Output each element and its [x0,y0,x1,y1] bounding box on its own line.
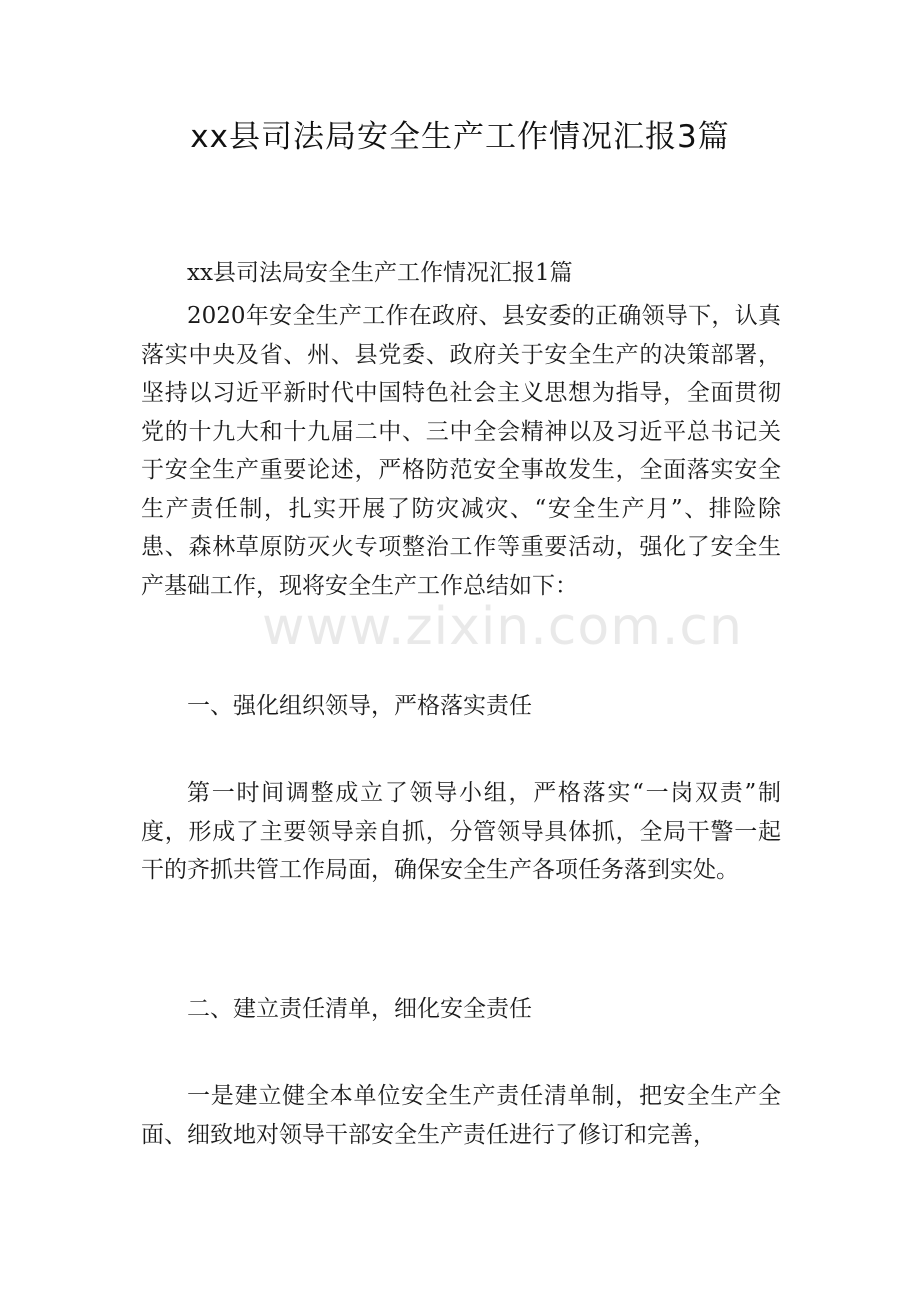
intro-paragraph: 2020年安全生产工作在政府、县安委的正确领导下，认真落实中央及省、州、县党委、政府关于安全生产的决策部署，坚持以习近平新时代中国特色社会主义思想为指导，全面贯彻党的十九大和十九届二中、三中全会精神以及习近平总书记关于安全生产重要论述，严格防范安全事故发生，全面落实安全生产责任制，扎实开展了防灾减灾、“安全生产月”、排险除患、森林草原防灭火专项整治工作等重要活动，强化了安全生产基础工作，现将安全生产工作总结如下： [141,303,781,599]
subtitle: xx县司法局安全生产工作情况汇报1篇 [187,260,573,286]
document-title: xx县司法局安全生产工作情况汇报3篇 [190,119,730,155]
section-1-heading: 一、强化组织领导，严格落实责任 [187,693,532,719]
watermark: www.zixin.com.cn [262,597,743,657]
section-1-paragraph: 第一时间调整成立了领导小组，严格落实“一岗双责”制度，形成了主要领导亲自抓，分管领导具体抓，全局干警一起干的齐抓共管工作局面，确保安全生产各项任务落到实处。 [141,780,781,883]
section-2-paragraph: 一是建立健全本单位安全生产责任清单制，把安全生产全面、细致地对领导干部安全生产责任进行了修订和完善， [141,1083,781,1148]
section-2-heading: 二、建立责任清单，细化安全责任 [187,996,532,1022]
